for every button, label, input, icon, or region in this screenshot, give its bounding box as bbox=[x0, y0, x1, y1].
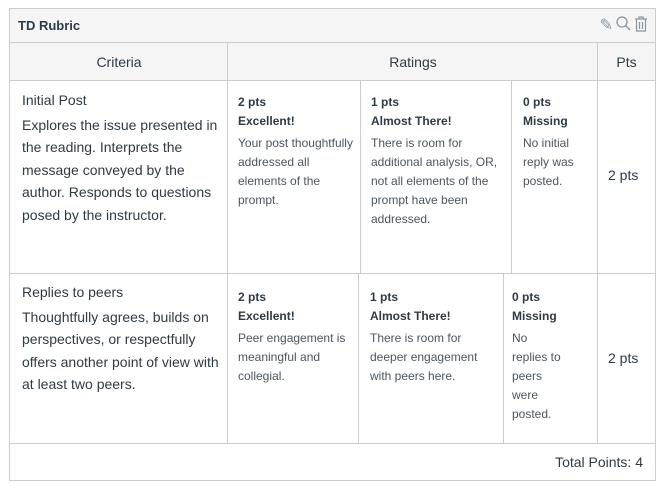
rating-description: No initial reply was posted. bbox=[523, 136, 574, 188]
rating-cell[interactable] bbox=[512, 288, 592, 424]
rating-description: No replies to peers were posted. bbox=[512, 331, 561, 421]
rating-description: There is room for additional analysis, OR, not all elements of the prompt have been addressed. bbox=[371, 136, 498, 226]
rating-description: Peer engagement is meaningful and collegial. bbox=[238, 331, 346, 383]
rating-description: Your post thoughtfully addressed all elements of the prompt. bbox=[238, 136, 353, 207]
rating-cell[interactable] bbox=[238, 93, 356, 210]
pencil-icon[interactable]: ✎ bbox=[599, 17, 613, 34]
ratings-header: Ratings bbox=[228, 43, 598, 81]
rating-points: 2 pts bbox=[238, 95, 267, 109]
rating-label: Missing bbox=[512, 309, 557, 323]
rating-cell[interactable] bbox=[370, 288, 498, 386]
rating-points: 0 pts bbox=[523, 95, 552, 109]
rating-cell[interactable] bbox=[523, 93, 593, 191]
rating-label: Excellent! bbox=[238, 114, 295, 128]
rating-points: 1 pts bbox=[371, 95, 400, 109]
criterion-pts: 2 pts bbox=[608, 350, 639, 366]
rubric-title: TD Rubric bbox=[18, 18, 81, 33]
rating-cell[interactable] bbox=[371, 93, 506, 229]
rating-label: Missing bbox=[523, 114, 568, 128]
criterion-name: Replies to peers bbox=[22, 284, 124, 300]
rating-points: 0 pts bbox=[512, 290, 541, 304]
search-icon[interactable] bbox=[615, 15, 631, 37]
rating-points: 1 pts bbox=[370, 290, 399, 304]
criterion-description: Explores the issue presented in the reading. Interprets the message conveyed by the author. Responds to questions posed by the instructor. bbox=[22, 116, 218, 223]
rating-points: 2 pts bbox=[238, 290, 267, 304]
rating-description: There is room for deeper engagement with peers here. bbox=[370, 331, 478, 383]
criterion-name: Initial Post bbox=[22, 92, 87, 108]
rating-label: Almost There! bbox=[370, 309, 451, 323]
trash-icon[interactable] bbox=[633, 15, 649, 37]
criterion-row bbox=[22, 89, 222, 226]
total-points: Total Points: 4 bbox=[555, 454, 643, 470]
rubric-table bbox=[9, 8, 656, 481]
rating-cell[interactable] bbox=[238, 288, 356, 386]
rating-label: Almost There! bbox=[371, 114, 452, 128]
criteria-header: Criteria bbox=[10, 43, 228, 81]
criterion-row bbox=[22, 281, 222, 396]
pts-header: Pts bbox=[598, 43, 655, 81]
criterion-description: Thoughtfully agrees, builds on perspectives, or respectfully offers another point of view with at least two peers. bbox=[22, 308, 219, 392]
rubric-header bbox=[10, 9, 655, 43]
rating-label: Excellent! bbox=[238, 309, 295, 323]
criterion-pts: 2 pts bbox=[608, 167, 639, 183]
